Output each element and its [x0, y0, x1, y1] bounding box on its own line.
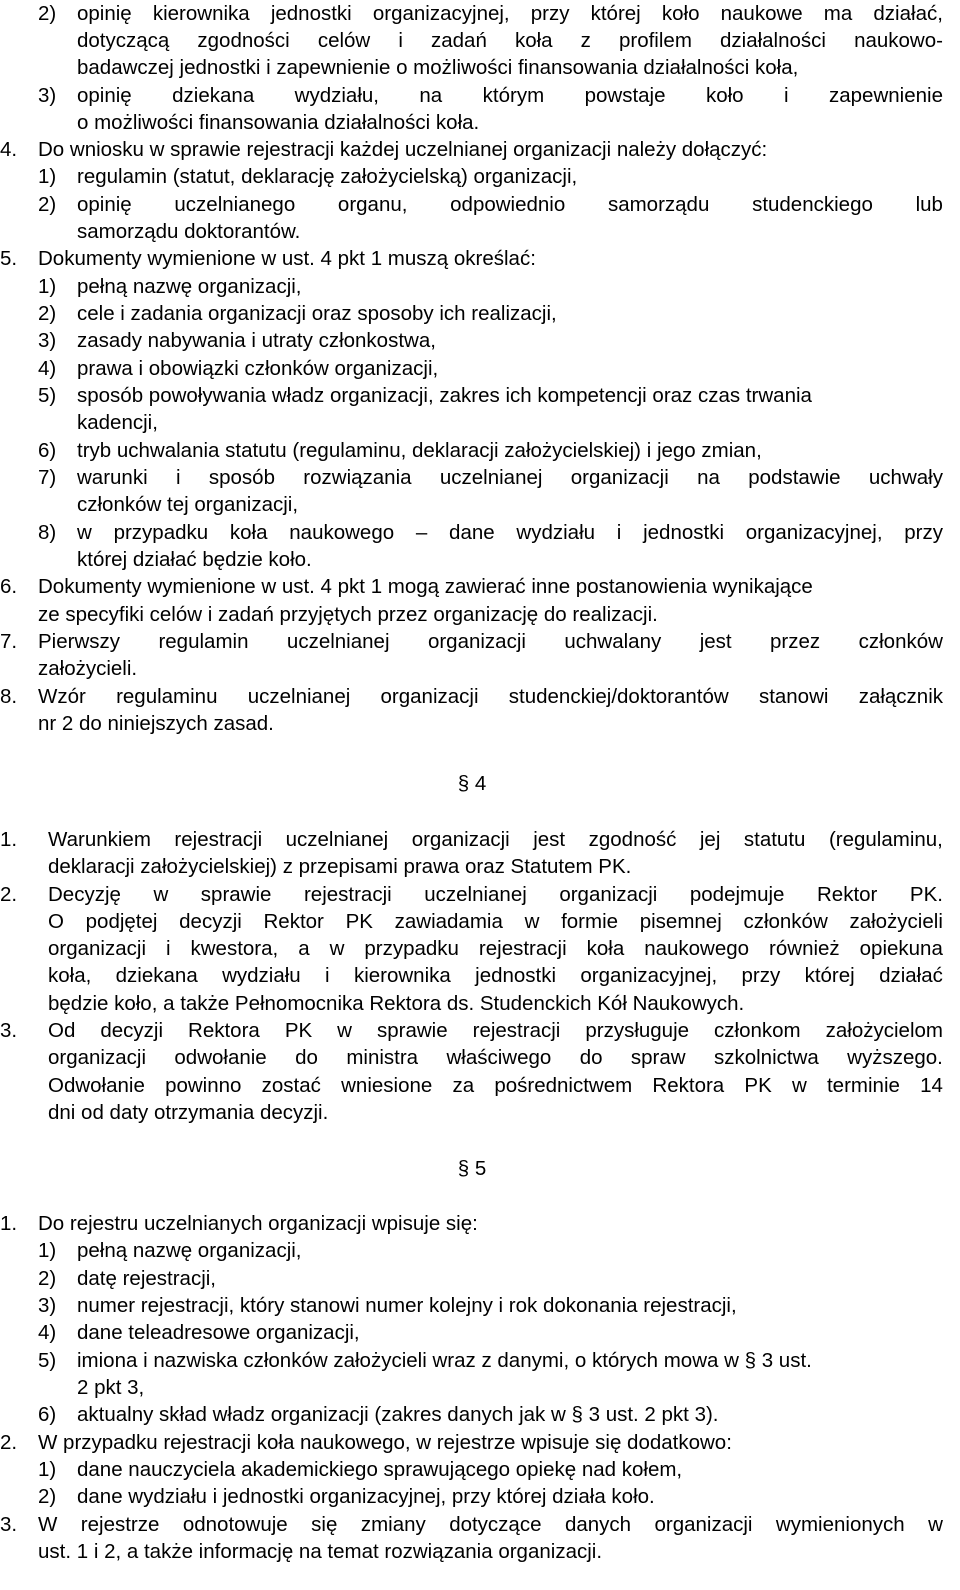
word: i: [165, 937, 171, 960]
item-num: 1): [38, 1239, 57, 1262]
word: organizacyjnej,: [580, 964, 718, 987]
word: zadań: [430, 29, 487, 52]
item-num: 1): [38, 165, 57, 188]
section-num: 8.: [0, 685, 18, 708]
word: opinię: [77, 2, 132, 25]
word: wydziału: [516, 521, 596, 544]
word: w: [329, 937, 345, 960]
justified-line: [48, 1017, 943, 1045]
word: pisemnej: [639, 910, 722, 933]
item-num: 4): [38, 357, 57, 380]
word: rejestracji: [303, 883, 392, 906]
word: Warunkiem: [48, 828, 151, 851]
word: organizacji: [48, 937, 146, 960]
word: koła: [514, 29, 553, 52]
word: terminie: [826, 1074, 900, 1097]
word: PK: [284, 1019, 313, 1042]
text-line: pełną nazwę organizacji,: [77, 1239, 302, 1262]
text-line: W przypadku rejestracji koła naukowego, w rejestrze wpisuje się dodatkowo:: [38, 1431, 732, 1454]
word: organizacji: [559, 883, 658, 906]
word: organizacji: [411, 828, 510, 851]
text-line: ze specyfiki celów i zadań przyjętych przez organizację do realizacji.: [38, 603, 658, 626]
word: której: [590, 2, 641, 25]
word: i: [325, 964, 330, 987]
word: przy: [904, 521, 943, 544]
word: działać,: [873, 2, 943, 25]
word: Pierwszy: [38, 630, 121, 653]
text-line: deklaracji założycielskiej) z przepisami prawa oraz Statutem PK.: [48, 855, 632, 878]
word: PK: [345, 910, 373, 933]
word: zgodność: [588, 828, 677, 851]
word: koło: [705, 84, 744, 107]
word: jednostki: [475, 964, 557, 987]
word: i: [616, 521, 622, 544]
section-num: 5.: [0, 247, 18, 270]
word: wydziału,: [294, 84, 379, 107]
justified-line: [77, 82, 943, 110]
word: warunki: [77, 466, 148, 489]
word: jest: [533, 828, 566, 851]
item-num: 4): [38, 1321, 57, 1344]
word: odnotowuje: [182, 1513, 288, 1536]
justified-line: [48, 1044, 943, 1072]
word: statutu: [743, 828, 806, 851]
text-line: Do wniosku w sprawie rejestracji każdej uczelnianej organizacji należy dołączyć:: [38, 138, 768, 161]
justified-line: [77, 191, 943, 219]
word: uczelnianej: [439, 466, 543, 489]
text-line: dane wydziału i jednostki organizacyjnej, przy której działa koło.: [77, 1485, 655, 1508]
word: założycieli: [849, 910, 943, 933]
word: organu,: [337, 193, 408, 216]
word: zgodności: [197, 29, 290, 52]
item-num: 2): [38, 302, 57, 325]
word: w: [153, 883, 169, 906]
word: sposób: [208, 466, 275, 489]
word: przypadku: [113, 521, 209, 544]
word: organizacji: [380, 685, 479, 708]
word: uczelnianej: [285, 828, 389, 851]
word: organizacyjnej,: [372, 2, 510, 25]
text-line: dane nauczyciela akademickiego sprawującego opiekę nad kołem,: [77, 1458, 683, 1481]
item-num: 3): [38, 84, 57, 107]
item-num: 3): [38, 329, 57, 352]
word: –: [415, 521, 428, 544]
word: a: [298, 937, 310, 960]
word: organizacji: [48, 1046, 146, 1069]
word: kwestora,: [190, 937, 279, 960]
justified-line: [77, 0, 943, 28]
word: działać: [879, 964, 943, 987]
word: dziekana: [115, 964, 198, 987]
word: Wzór: [38, 685, 86, 708]
word: rozwiązania: [303, 466, 412, 489]
section-num: 3.: [0, 1019, 18, 1042]
word: koła,: [48, 964, 92, 987]
item-num: 2): [38, 1485, 57, 1508]
word: której: [804, 964, 855, 987]
text-line: 2 pkt 3,: [77, 1376, 145, 1399]
word: samorządu: [607, 193, 710, 216]
word: zmiany: [360, 1513, 426, 1536]
word: opiekuna: [859, 937, 943, 960]
word: Od: [48, 1019, 76, 1042]
word: profilem: [618, 29, 692, 52]
word: regulamin: [158, 630, 249, 653]
word: danych: [564, 1513, 632, 1536]
word: zawiadamia: [394, 910, 503, 933]
text-line: o możliwości finansowania działalności koła.: [77, 111, 480, 134]
word: rejestrze: [80, 1513, 160, 1536]
word: studenckiego: [752, 193, 873, 216]
word: regulaminu: [116, 685, 218, 708]
section-num: 6.: [0, 575, 18, 598]
item-num: 5): [38, 1349, 57, 1372]
word: członków: [743, 910, 828, 933]
word: 14: [920, 1074, 943, 1097]
word: w: [791, 1074, 807, 1097]
justified-line: [38, 683, 943, 711]
item-num: 2): [38, 193, 57, 216]
word: W: [38, 1513, 58, 1536]
section-num: 4.: [0, 138, 18, 161]
word: jednostki: [643, 521, 725, 544]
text-line: członków tej organizacji,: [77, 493, 299, 516]
word: koło: [661, 2, 700, 25]
word: Rektora: [188, 1019, 260, 1042]
section-num: 2.: [0, 883, 18, 906]
item-num: 6): [38, 439, 57, 462]
word: członkom: [714, 1019, 801, 1042]
word: pośrednictwem: [494, 1074, 633, 1097]
text-line: założycieli.: [38, 657, 138, 680]
word: Rektor: [816, 883, 878, 906]
text-line: pełną nazwę organizacji,: [77, 275, 302, 298]
word: wniesione: [341, 1074, 433, 1097]
justified-line: [38, 1511, 943, 1539]
word: właściwego: [446, 1046, 552, 1069]
word: odwołanie: [174, 1046, 267, 1069]
word: w: [337, 1019, 352, 1042]
justified-line: [48, 908, 943, 936]
word: naukowe: [720, 2, 803, 25]
word: kierownika: [353, 964, 451, 987]
word: uchwalany: [564, 630, 662, 653]
item-num: 2): [38, 2, 57, 25]
item-num: 6): [38, 1403, 57, 1426]
word: Odwołanie: [48, 1074, 145, 1097]
text-line: Dokumenty wymienione w ust. 4 pkt 1 muszą określać:: [38, 247, 536, 270]
word: za: [452, 1074, 475, 1097]
word: dane: [449, 521, 495, 544]
word: sprawie: [376, 1019, 448, 1042]
text-line: dni od daty otrzymania decyzji.: [48, 1101, 329, 1124]
word: uczelnianego: [174, 193, 296, 216]
text-line: kadencji,: [77, 411, 158, 434]
justified-line: [48, 1072, 943, 1100]
word: również: [769, 937, 840, 960]
word: członków: [858, 630, 943, 653]
word: przez: [770, 630, 821, 653]
justified-line: [48, 962, 943, 990]
word: jest: [699, 630, 732, 653]
justified-line: [48, 826, 943, 854]
word: studenckiej/doktorantów: [508, 685, 729, 708]
word: lub: [915, 193, 943, 216]
text-line: dane teleadresowe organizacji,: [77, 1321, 360, 1344]
word: wyższego.: [847, 1046, 943, 1069]
word: PK.: [909, 883, 943, 906]
word: się: [311, 1513, 338, 1536]
section-num: 3.: [0, 1513, 18, 1536]
item-num: 5): [38, 384, 57, 407]
word: jednostki: [270, 2, 352, 25]
word: ma: [823, 2, 853, 25]
word: w: [928, 1513, 943, 1536]
text-line: będzie koło, a także Pełnomocnika Rektora ds. Studenckich Kół Naukowych.: [48, 992, 745, 1015]
word: Rektora: [652, 1074, 725, 1097]
word: podejmuje: [689, 883, 785, 906]
word: i: [784, 84, 789, 107]
text-line: ust. 1 i 2, a także informację na temat rozwiązania organizacji.: [38, 1540, 603, 1563]
word: w: [524, 910, 540, 933]
word: koła: [229, 521, 268, 544]
word: z: [580, 29, 591, 52]
word: odpowiednio: [450, 193, 566, 216]
word: przysługuje: [585, 1019, 690, 1042]
text-line: prawa i obowiązki członków organizacji,: [77, 357, 439, 380]
justified-line: [48, 935, 943, 963]
word: sprawie: [200, 883, 272, 906]
word: formie: [561, 910, 619, 933]
item-num: 1): [38, 1458, 57, 1481]
word: podjętej: [85, 910, 158, 933]
justified-line: [77, 519, 943, 547]
text-line: sposób powoływania władz organizacji, zakres ich kompetencji oraz czas trwania: [77, 384, 812, 407]
word: organizacyjnej,: [745, 521, 883, 544]
word: O: [48, 910, 64, 933]
word: do: [295, 1046, 318, 1069]
word: organizacji: [427, 630, 526, 653]
word: rejestracji: [472, 1019, 561, 1042]
word: powstaje: [584, 84, 666, 107]
word: założycielom: [825, 1019, 943, 1042]
word: (regulaminu,: [828, 828, 943, 851]
word: działalności: [720, 29, 826, 52]
word: którym: [482, 84, 545, 107]
word: jej: [699, 828, 721, 851]
word: na: [419, 84, 443, 107]
word: celów: [317, 29, 371, 52]
word: naukowo-: [854, 29, 943, 52]
text-line: imiona i nazwiska członków założycieli wraz z danymi, o których mowa w § 3 ust.: [77, 1349, 812, 1372]
item-num: 3): [38, 1294, 57, 1317]
word: naukowego: [289, 521, 395, 544]
word: opinię: [77, 193, 132, 216]
word: rejestracji: [478, 937, 567, 960]
item-num: 8): [38, 521, 57, 544]
word: stanowi: [758, 685, 829, 708]
text-line: Dokumenty wymienione w ust. 4 pkt 1 mogą zawierać inne postanowienia wynikające: [38, 575, 813, 598]
word: szkolnictwa: [713, 1046, 819, 1069]
word: naukowego: [644, 937, 750, 960]
word: kierownika: [152, 2, 250, 25]
word: uchwały: [868, 466, 943, 489]
word: PK: [744, 1074, 772, 1097]
text-line: datę rejestracji,: [77, 1267, 217, 1290]
section-num: 7.: [0, 630, 18, 653]
section-num: 2.: [0, 1431, 18, 1454]
text-line: Do rejestru uczelnianych organizacji wpisuje się:: [38, 1212, 478, 1235]
word: uczelnianej: [247, 685, 351, 708]
word: decyzji: [179, 910, 242, 933]
word: uczelnianej: [424, 883, 527, 906]
word: dotyczące: [449, 1513, 542, 1536]
section-num: 1.: [0, 828, 18, 851]
word: rejestracji: [174, 828, 263, 851]
justified-line: [77, 464, 943, 492]
word: przypadku: [364, 937, 459, 960]
word: uczelnianej: [286, 630, 390, 653]
word: organizacji: [654, 1513, 753, 1536]
section-num: 1.: [0, 1212, 18, 1235]
paragraph-heading: § 5: [457, 1157, 487, 1180]
word: koła: [586, 937, 625, 960]
word: zapewnienie: [829, 84, 943, 107]
word: organizacji: [570, 466, 669, 489]
word: na: [697, 466, 720, 489]
text-line: cele i zadania organizacji oraz sposoby ich realizacji,: [77, 302, 557, 325]
item-num: 7): [38, 466, 57, 489]
text-line: tryb uchwalania statutu (regulaminu, deklaracji założycielskiej) i jego zmian,: [77, 439, 762, 462]
word: do: [579, 1046, 603, 1069]
word: opinię: [77, 84, 132, 107]
word: Decyzję: [48, 883, 121, 906]
word: spraw: [630, 1046, 686, 1069]
justified-line: [77, 27, 943, 55]
word: w: [77, 521, 92, 544]
text-line: regulamin (statut, deklarację założycielską) organizacji,: [77, 165, 578, 188]
justified-line: [38, 628, 943, 656]
word: Rektor: [263, 910, 324, 933]
justified-line: [48, 881, 943, 909]
word: wymienionych: [775, 1513, 905, 1536]
word: dziekana: [172, 84, 255, 107]
text-line: aktualny skład władz organizacji (zakres danych jak w § 3 ust. 2 pkt 3).: [77, 1403, 719, 1426]
word: podstawie: [748, 466, 841, 489]
text-line: której działać będzie koło.: [77, 548, 312, 571]
item-num: 1): [38, 275, 57, 298]
word: przy: [741, 964, 781, 987]
word: ministra: [346, 1046, 419, 1069]
text-line: zasady nabywania i utraty członkostwa,: [77, 329, 436, 352]
text-line: nr 2 do niniejszych zasad.: [38, 712, 274, 735]
text-line: badawczej jednostki i zapewnienie o możliwości finansowania działalności koła,: [77, 56, 799, 79]
paragraph-heading: § 4: [457, 772, 487, 795]
text-line: samorządu doktorantów.: [77, 220, 301, 243]
word: zostać: [261, 1074, 321, 1097]
word: dotyczącą: [77, 29, 170, 52]
word: decyzji: [100, 1019, 164, 1042]
item-num: 2): [38, 1267, 57, 1290]
text-line: numer rejestracji, który stanowi numer kolejny i rok dokonania rejestracji,: [77, 1294, 737, 1317]
word: powinno: [165, 1074, 242, 1097]
word: i: [175, 466, 181, 489]
word: załącznik: [858, 685, 943, 708]
word: i: [398, 29, 403, 52]
word: wydziału: [222, 964, 301, 987]
word: przy: [530, 2, 570, 25]
